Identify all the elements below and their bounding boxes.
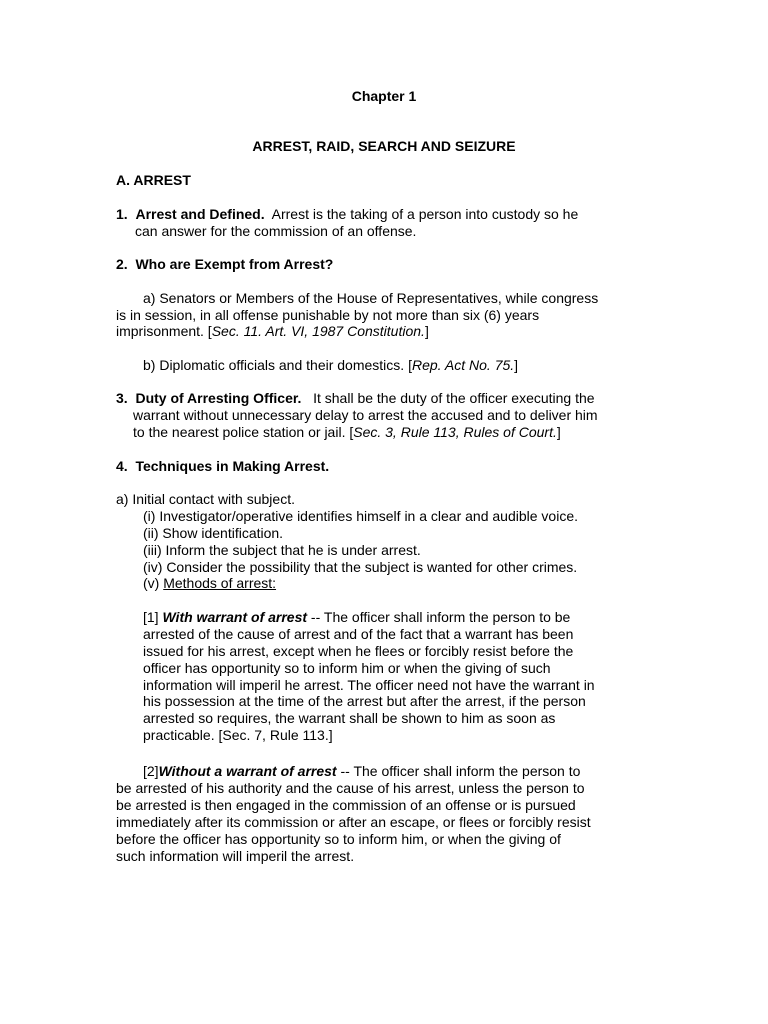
item4-step-4: (iv) Consider the possibility that the subject is wanted for other crimes. (143, 559, 578, 575)
method1-line7: arrested so requires, the warrant shall be shown to him as soon as (143, 710, 556, 726)
method1-line3: issued for his arrest, except when he flees or forcibly resist before the (143, 643, 574, 659)
item3-line3: to the nearest police station or jail. [Sec. 3, Rule 113, Rules of Court.] (133, 424, 561, 440)
method2-line4: immediately after its commission or after an escape, or flees or forcibly resist (116, 814, 591, 830)
item2-a-line1: a) Senators or Members of the House of Representatives, while congress (143, 290, 599, 306)
method2-line6: such information will imperil the arrest. (116, 848, 355, 864)
section-a-heading: A. ARREST (116, 172, 191, 188)
method2-line1: [2]Without a warrant of arrest -- The officer shall inform the person to (143, 763, 581, 779)
chapter-heading: Chapter 1 (351, 88, 417, 104)
method2-line2: be arrested of his authority and the cause of his arrest, unless the person to (116, 780, 585, 796)
method1-line8: practicable. [Sec. 7, Rule 113.] (143, 727, 333, 743)
chapter-title: ARREST, RAID, SEARCH AND SEIZURE (252, 138, 516, 154)
item1-line1: 1. Arrest and Defined. Arrest is the taking of a person into custody so he (116, 206, 579, 222)
method1-line4: officer has opportunity so to inform him or when the giving of such (143, 660, 551, 676)
method1-line1: [1] With warrant of arrest -- The officer shall inform the person to be (143, 609, 571, 625)
item2-heading: 2. Who are Exempt from Arrest? (116, 256, 334, 272)
item4-step-1: (i) Investigator/operative identifies himself in a clear and audible voice. (143, 508, 579, 524)
item2-a-line3: imprisonment. [Sec. 11. Art. VI, 1987 Constitution.] (116, 323, 429, 339)
item4-heading: 4. Techniques in Making Arrest. (116, 458, 330, 474)
item4-step-5: (v) Methods of arrest: (143, 575, 277, 591)
method1-line5: information will imperil he arrest. The officer need not have the warrant in (143, 677, 595, 693)
method1-line2: arrested of the cause of arrest and of the fact that a warrant has been (143, 626, 574, 642)
method2-line3: be arrested is then engaged in the commission of an offense or is pursued (116, 797, 576, 813)
item1-line2: can answer for the commission of an offense. (135, 223, 417, 239)
item4-a-label: a) Initial contact with subject. (116, 491, 295, 507)
method2-line5: before the officer has opportunity so to inform him, or when the giving of (116, 831, 561, 847)
method1-line6: his possession at the time of the arrest but after the arrest, if the person (143, 693, 586, 709)
item4-step-3: (iii) Inform the subject that he is under arrest. (143, 542, 421, 558)
item3-line1: 3. Duty of Arresting Officer. It shall be the duty of the officer executing the (116, 390, 595, 406)
item2-a-line2: is in session, in all offense punishable by not more than six (6) years (116, 307, 540, 323)
item3-line2: warrant without unnecessary delay to arrest the accused and to deliver him (133, 407, 598, 423)
item4-step-2: (ii) Show identification. (143, 525, 284, 541)
item2-b-line: b) Diplomatic officials and their domestics. [Rep. Act No. 75.] (143, 357, 519, 373)
